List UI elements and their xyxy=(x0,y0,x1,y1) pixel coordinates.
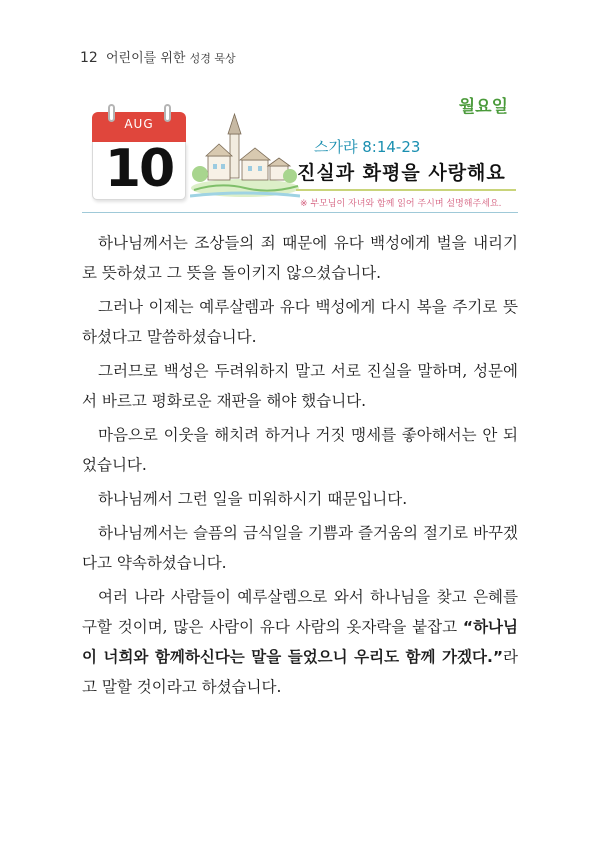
book-subtitle: 성경 묵상 xyxy=(189,52,236,65)
paragraph: 마음으로 이웃을 해치려 하거나 거짓 맹세를 좋아해서는 안 되었습니다. xyxy=(82,426,518,474)
paragraph: 하나님께서는 슬픔의 금식일을 기쁨과 즐거움의 절기로 바꾸겠다고 약속하셨습니다. xyxy=(82,524,518,572)
calendar-ring-left xyxy=(108,104,115,122)
paragraph: 그러나 이제는 예루살렘과 유다 백성에게 다시 복을 주기로 뜻하셨다고 말씀하셨습니다. xyxy=(82,298,518,346)
weekday-label: 월요일 xyxy=(458,97,508,117)
roof-far-shape xyxy=(268,158,290,166)
roof-left-shape xyxy=(206,144,232,156)
calendar-icon xyxy=(92,104,186,200)
running-header xyxy=(80,47,236,66)
book-title: 어린이를 위한 xyxy=(105,51,186,66)
roof-right-shape xyxy=(240,148,270,160)
window-shape xyxy=(221,164,225,169)
window-shape xyxy=(258,166,262,171)
tree-shape xyxy=(283,169,297,183)
paragraph: 하나님께서 그런 일을 미워하시기 때문입니다. xyxy=(98,490,408,508)
quote-text: “하나님이 너희와 함께하신다는 말을 들었으니 우리도 함께 가겠다.” xyxy=(82,618,518,666)
paragraph: 그러므로 백성은 두려워하지 말고 서로 진실을 말하며, 성문에서 바르고 평화로운 재판을 해야 했습니다. xyxy=(82,362,518,410)
devotion-title: 진실과 화평을 사랑해요 xyxy=(297,162,506,184)
spire-shape xyxy=(228,114,241,134)
parent-note: ※ 부모님이 자녀와 함께 읽어 주시며 설명해주세요. xyxy=(300,199,502,209)
house-right-shape xyxy=(242,160,268,180)
devotion-body xyxy=(82,228,518,706)
tree-shape xyxy=(192,166,208,182)
calendar-month: AUG xyxy=(124,117,154,131)
paragraph: 하나님께서는 조상들의 죄 때문에 유다 백성에게 벌을 내리기로 뜻하셨고 그 뜻을 돌이키지 않으셨습니다. xyxy=(82,234,518,282)
calendar-day: 10 xyxy=(104,139,174,199)
paragraph-text: 여러 나라 사람들이 예루살렘으로 와서 하나님을 찾고 은혜를 구할 것이며, 많은 사람이 유다 사람의 옷자락을 붙잡고 xyxy=(82,588,518,636)
header-divider xyxy=(82,212,518,213)
house-left-shape xyxy=(208,156,230,180)
town-illustration xyxy=(190,112,300,200)
scripture-reference: 스가랴 8:14-23 xyxy=(314,138,421,156)
window-shape xyxy=(213,164,217,169)
paragraph-final xyxy=(82,582,518,702)
paragraph-text: 라고 말할 것이라고 하셨습니다. xyxy=(82,648,518,696)
calendar-ring-right xyxy=(164,104,171,122)
page-number: 12 xyxy=(80,50,98,66)
title-underline xyxy=(296,189,516,191)
window-shape xyxy=(248,166,252,171)
